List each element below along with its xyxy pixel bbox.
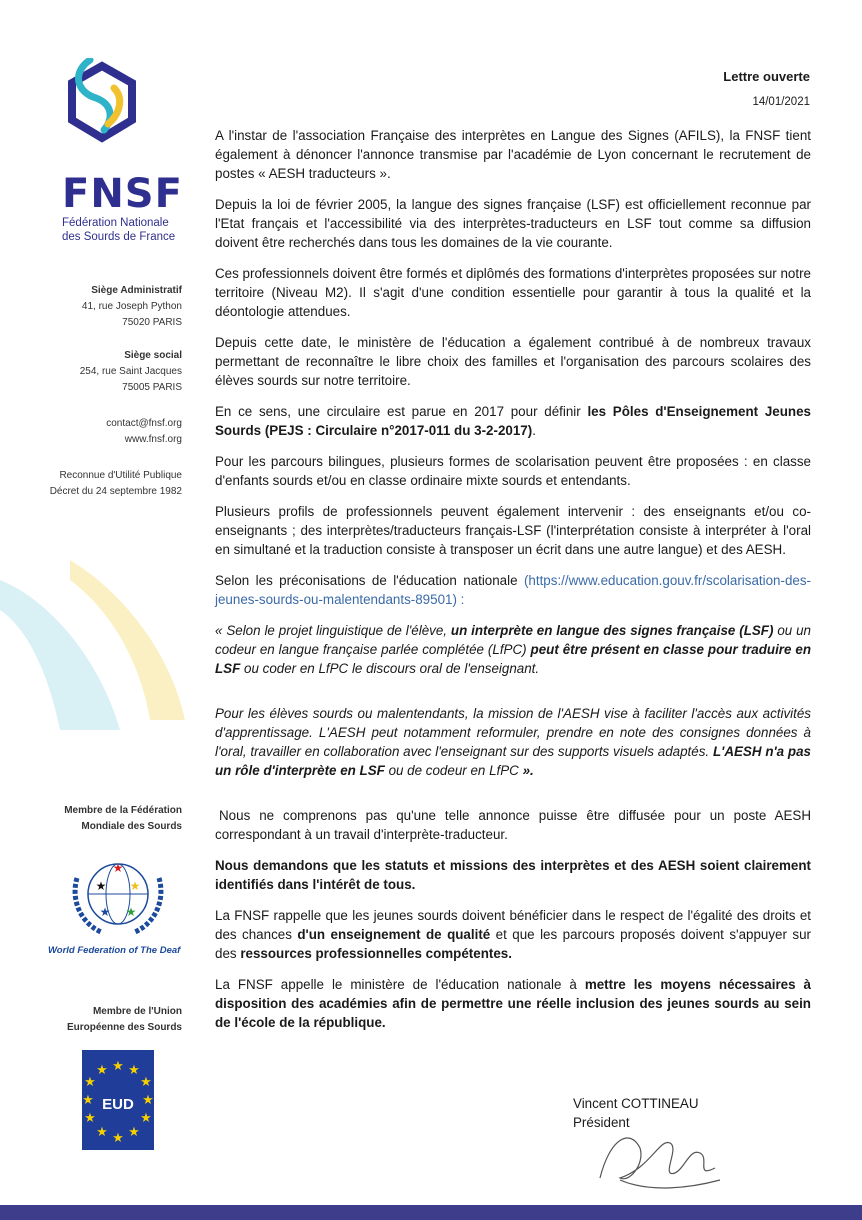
recognition-line2: Décret du 24 septembre 1982: [49, 486, 182, 497]
logo-subtitle-line2: des Sourds de France: [62, 231, 176, 243]
svg-text:★: ★: [129, 879, 141, 893]
p11-c: et que les parcours proposés doivent s'appuyer sur des: [215, 927, 812, 961]
social-title: Siège social: [124, 350, 182, 361]
svg-text:★: ★: [142, 1092, 154, 1107]
q1-b: un interprète en langue des signes française (LSF): [450, 623, 774, 638]
wfd-caption: World Federation of The Deaf: [48, 945, 181, 956]
paragraph-12: [215, 975, 811, 1032]
paragraph-9: Nous ne comprenons pas qu'une telle annonce puisse être diffusée pour un poste AESH correspondant à un travail d'interprète-traducteur.: [215, 808, 811, 842]
letter-header: [723, 68, 810, 108]
recognition-line1: Reconnue d'Utilité Publique: [59, 470, 182, 481]
social-address: [2, 348, 182, 396]
paragraph-8: [215, 571, 811, 609]
q2-a: Pour les élèves sourds ou malentendants, la mission de l'AESH vise à faciliter l'accès aux activités d'apprentissage. L'AESH peut notamment reformuler, prendre en note des consignes données à l'oral, travailler en collaboration avec l'enseignant sur des supports visuels adaptés.: [215, 706, 811, 759]
svg-text:★: ★: [84, 1110, 96, 1125]
signatory-name: Vincent COTTINEAU: [573, 1096, 699, 1111]
p5-end: .: [532, 423, 536, 438]
recognition-info: [2, 468, 182, 500]
paragraph-4: Depuis cette date, le ministère de l'éducation a également contribué à de nombreux travaux permettant de reconnaître le libre choix des familles et l'organisation des parcours scolaires des élèves sourds sur notre territoire.: [215, 335, 811, 388]
eud-member-line2: Européenne des Sourds: [66, 1022, 182, 1033]
wfd-membership: [2, 803, 182, 835]
contact-info: [2, 416, 182, 448]
paragraph-3: Ces professionnels doivent être formés et diplômés des formations d'interprètes proposées sur notre territoire (Niveau M2). Il s'agit d'une condition essentielle pour garantir à tous la qualité et la déontologie attendues.: [215, 266, 811, 319]
education-gouv-link[interactable]: (https://www.education.gouv.fr/scolarisation-des-jeunes-sourds-ou-malentendants-89501) :: [215, 573, 811, 607]
logo-wordmark: FNSF: [62, 171, 183, 217]
wfd-emblem-icon: [63, 848, 173, 940]
p11-d: ressources professionnelles compétentes.: [240, 946, 512, 961]
eud-stars-icon: [82, 1050, 154, 1150]
svg-text:★: ★: [82, 1092, 94, 1107]
svg-text:★: ★: [128, 1124, 140, 1139]
quote-1: [215, 621, 811, 678]
p5-bold: les Pôles d'Enseignement Jeunes Sourds (PEJS : Circulaire n°2017-011 du 3-2-2017): [215, 404, 811, 438]
document-date: 14/01/2021: [752, 96, 810, 108]
svg-text:★: ★: [128, 1062, 140, 1077]
footer-bar: [0, 1205, 862, 1220]
wfd-member-line1: Membre de la Fédération: [64, 805, 182, 816]
paragraph-10: Nous demandons que les statuts et missions des interprètes et des AESH soient clairement identifiés dans l'intérêt de tous.: [215, 858, 811, 892]
social-city: 75005 PARIS: [122, 382, 182, 393]
eud-logo: [82, 1050, 154, 1150]
p12-b: mettre les moyens nécessaires à disposition des académies afin de permettre une réelle inclusion des jeunes sourds au sein de l'école de la république.: [215, 977, 811, 1030]
eud-member-line1: Membre de l'Union: [92, 1006, 182, 1017]
q1-c: ou un codeur en langue française parlée complétée (LfPC): [215, 623, 811, 657]
svg-text:★: ★: [84, 1074, 96, 1089]
handwritten-signature-icon: [590, 1118, 730, 1198]
admin-street: 41, rue Joseph Python: [81, 301, 182, 312]
admin-title: Siège Administratif: [91, 285, 182, 296]
p5-text: En ce sens, une circulaire est parue en 2017 pour définir: [215, 404, 588, 419]
p8-text: Selon les préconisations de l'éducation nationale: [215, 573, 524, 588]
svg-text:★: ★: [140, 1074, 152, 1089]
eud-membership: [2, 1004, 182, 1036]
logo-subtitle-line1: Fédération Nationale: [62, 217, 169, 229]
paragraph-1: A l'instar de l'association Française des interprètes en Langue des Signes (AFILS), la FNSF tient également à dénoncer l'annonce transmise par l'académie de Lyon concernant le recrutement de postes « AESH traducteurs ».: [215, 128, 811, 181]
wfd-logo: [48, 848, 181, 956]
p11-a: La FNSF rappelle que les jeunes sourds doivent bénéficier dans le respect de l'égalité des droits et des chances: [215, 908, 811, 942]
svg-text:★: ★: [95, 879, 107, 893]
p11-b: d'un enseignement de qualité: [297, 927, 491, 942]
svg-text:★: ★: [112, 861, 124, 875]
paragraph-6: Pour les parcours bilingues, plusieurs formes de scolarisation peuvent être proposées : en classe d'enfants sourds et/ou en classe ordinaire mixte sourds et entendants.: [215, 454, 811, 488]
decorative-wave-graphic: [0, 540, 190, 730]
q1-d: peut être présent en classe pour traduire en LSF: [215, 642, 811, 676]
svg-text:★: ★: [96, 1124, 108, 1139]
q2-c: ou de codeur en LfPC: [384, 763, 523, 778]
svg-text:★: ★: [125, 905, 137, 919]
contact-email[interactable]: contact@fnsf.org: [106, 418, 182, 429]
contact-website[interactable]: www.fnsf.org: [124, 434, 182, 445]
svg-text:★: ★: [99, 905, 111, 919]
svg-text:★: ★: [96, 1062, 108, 1077]
wfd-member-line2: Mondiale des Sourds: [81, 821, 182, 832]
admin-address: [2, 283, 182, 331]
fnsf-logo: [62, 58, 184, 244]
sidebar: [0, 0, 200, 1205]
paragraph-2: Depuis la loi de février 2005, la langue des signes française (LSF) est officiellement reconnue par l'Etat français et l'accessibilité via des interprètes-traducteurs en LSF tout comme sa diffusion doivent être recherchés dans tous les domaines de la vie courante.: [215, 197, 811, 250]
svg-text:★: ★: [112, 1130, 124, 1145]
quote-2: [215, 704, 811, 780]
q2-b: L'AESH n'a pas un rôle d'interprète en LSF: [215, 744, 811, 778]
p12-a: La FNSF appelle le ministère de l'éducation nationale à: [215, 977, 585, 992]
q2-d: ».: [522, 763, 534, 778]
q1-a: « Selon le projet linguistique de l'élève,: [215, 623, 451, 638]
eud-label: EUD: [102, 1096, 134, 1113]
signatory-role: Président: [573, 1115, 630, 1130]
paragraph-11: [215, 906, 811, 963]
q1-e: ou coder en LfPC le discours oral de l'enseignant.: [240, 661, 540, 676]
document-type: Lettre ouverte: [723, 69, 810, 84]
fnsf-hexagon-icon: [62, 58, 142, 168]
svg-text:★: ★: [112, 1058, 124, 1073]
paragraph-7: Plusieurs profils de professionnels peuvent également intervenir : des enseignants et/ou co-enseignants ; des interprètes/traducteurs français-LSF (l'interprétation consiste à interpréter à l'oral en simultané et la traduction consiste à transposer un écrit dans une autre langue) et des AESH.: [215, 504, 811, 557]
admin-city: 75020 PARIS: [122, 317, 182, 328]
social-street: 254, rue Saint Jacques: [79, 366, 182, 377]
letter-body: [215, 126, 811, 1044]
paragraph-5: [215, 402, 811, 440]
svg-text:★: ★: [140, 1110, 152, 1125]
